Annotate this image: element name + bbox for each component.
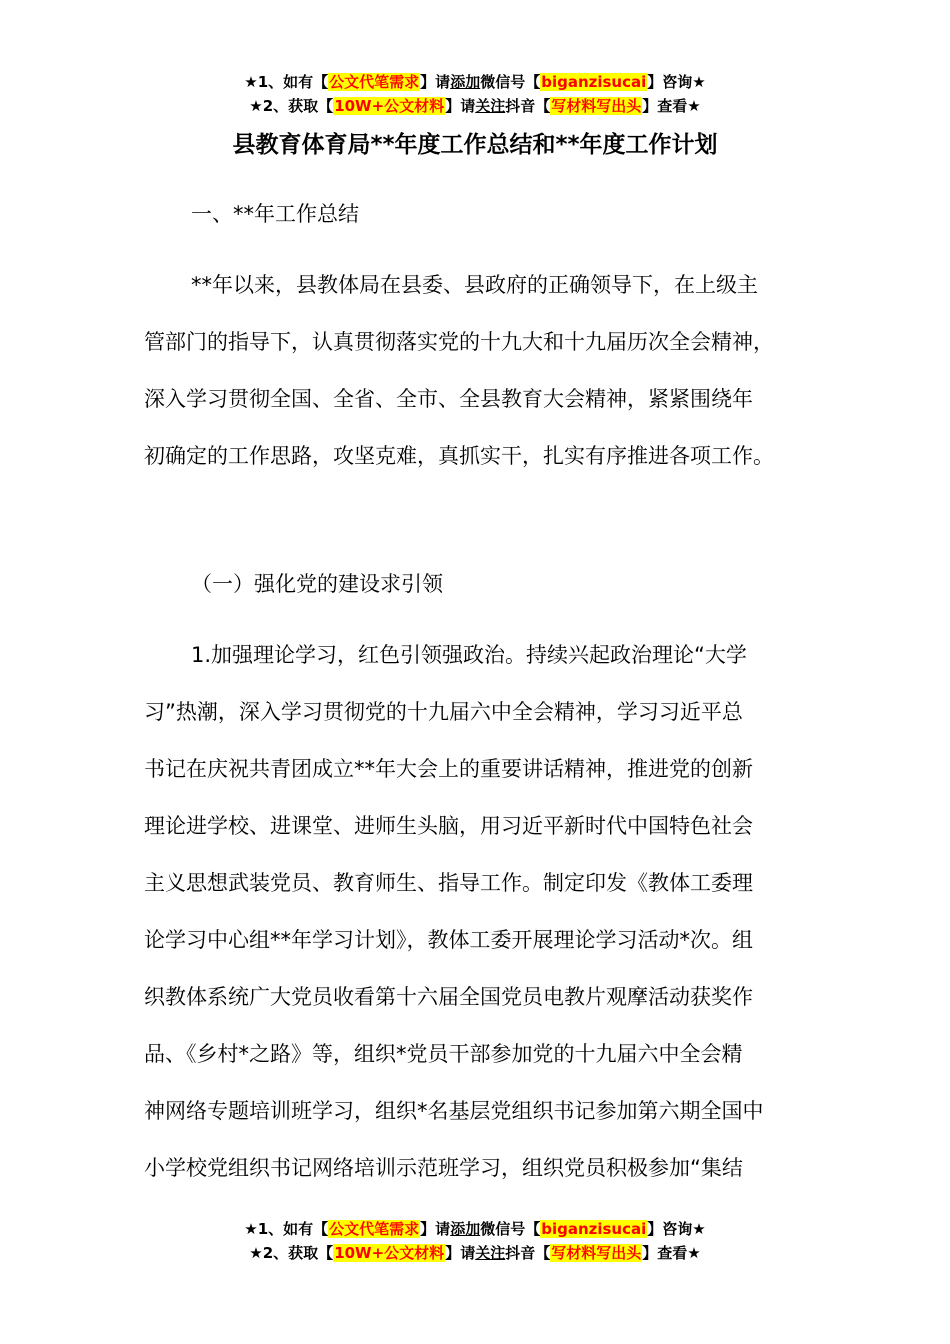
bottom-banner <box>0 1217 950 1265</box>
paragraph-line: 1.加强理论学习，红色引领强政治。持续兴起政治理论“大学 <box>191 643 747 667</box>
banner-text: 】查看★ <box>642 97 701 115</box>
document-title: 县教育体育局**年度工作总结和**年度工作计划 <box>232 132 718 158</box>
paragraph-line: 织教体系统广大党员收看第十六届全国党员电教片观摩活动获奖作 <box>144 985 753 1009</box>
highlight-text: biganzisucai <box>541 1220 647 1238</box>
banner-text: 抖音【 <box>505 1244 551 1262</box>
paragraph-line: 初确定的工作思路，攻坚克难，真抓实干，扎实有序推进各项工作。 <box>144 444 774 468</box>
paragraph-1 <box>144 627 824 1197</box>
subsection <box>144 556 824 613</box>
paragraph-line: **年以来，县教体局在县委、县政府的正确领导下，在上级主 <box>191 273 758 297</box>
banner-text: 】咨询★ <box>647 1220 706 1238</box>
intro-paragraph <box>144 257 824 485</box>
highlight-text: 公文代笔需求 <box>329 1220 420 1238</box>
banner-text: 】请 <box>420 1220 451 1238</box>
banner-line-2 <box>0 94 950 118</box>
section-heading: 一、**年工作总结 <box>191 202 359 226</box>
banner-line-2 <box>0 1241 950 1265</box>
document-body <box>144 186 824 243</box>
banner-line-1 <box>0 70 950 94</box>
banner-line-1 <box>0 1217 950 1241</box>
banner-text: 】请 <box>445 97 476 115</box>
paragraph-line: 管部门的指导下，认真贯彻落实党的十九大和十九届历次全会精神， <box>144 330 774 354</box>
banner-text: ★2、获取【 <box>249 1244 334 1262</box>
banner-text: 】请 <box>420 73 451 91</box>
banner-text: 】请 <box>445 1244 476 1262</box>
highlight-text: 10W+公文材料 <box>334 97 445 115</box>
underlined-text: 添加 <box>450 73 481 91</box>
underlined-text: 关注 <box>475 1244 506 1262</box>
paragraph-line: 神网络专题培训班学习，组织*名基层党组织书记参加第六期全国中 <box>144 1099 764 1123</box>
paragraph-line: 小学校党组织书记网络培训示范班学习，组织党员积极参加“集结 <box>144 1156 743 1180</box>
highlight-text: 写材料写出头 <box>551 1244 642 1262</box>
subsection-heading: （一）强化党的建设求引领 <box>191 572 443 596</box>
top-banner <box>0 70 950 118</box>
paragraph-line: 习”热潮，深入学习贯彻党的十九届六中全会精神，学习习近平总 <box>144 700 743 724</box>
banner-text: 微信号【 <box>480 73 541 91</box>
banner-text: 微信号【 <box>480 1220 541 1238</box>
paragraph-line: 理论进学校、进课堂、进师生头脑，用习近平新时代中国特色社会 <box>144 814 753 838</box>
paragraph-line: 书记在庆祝共青团成立**年大会上的重要讲话精神，推进党的创新 <box>144 757 753 781</box>
banner-text: ★1、如有【 <box>244 1220 329 1238</box>
highlight-text: 公文代笔需求 <box>329 73 420 91</box>
highlight-text: 写材料写出头 <box>551 97 642 115</box>
highlight-text: biganzisucai <box>541 73 647 91</box>
paragraph-line: 主义思想武装党员、教育师生、指导工作。制定印发《教体工委理 <box>144 871 753 895</box>
banner-text: 】查看★ <box>642 1244 701 1262</box>
underlined-text: 关注 <box>475 97 506 115</box>
paragraph-line: 品、《乡村*之路》等，组织*党员干部参加党的十九届六中全会精 <box>144 1042 743 1066</box>
highlight-text: 10W+公文材料 <box>334 1244 445 1262</box>
paragraph-line: 深入学习贯彻全国、全省、全市、全县教育大会精神，紧紧围绕年 <box>144 387 753 411</box>
underlined-text: 添加 <box>450 1220 481 1238</box>
banner-text: ★1、如有【 <box>244 73 329 91</box>
banner-text: ★2、获取【 <box>249 97 334 115</box>
paragraph-line: 论学习中心组**年学习计划》，教体工委开展理论学习活动*次。组 <box>144 928 753 952</box>
banner-text: 抖音【 <box>505 97 551 115</box>
banner-text: 】咨询★ <box>647 73 706 91</box>
